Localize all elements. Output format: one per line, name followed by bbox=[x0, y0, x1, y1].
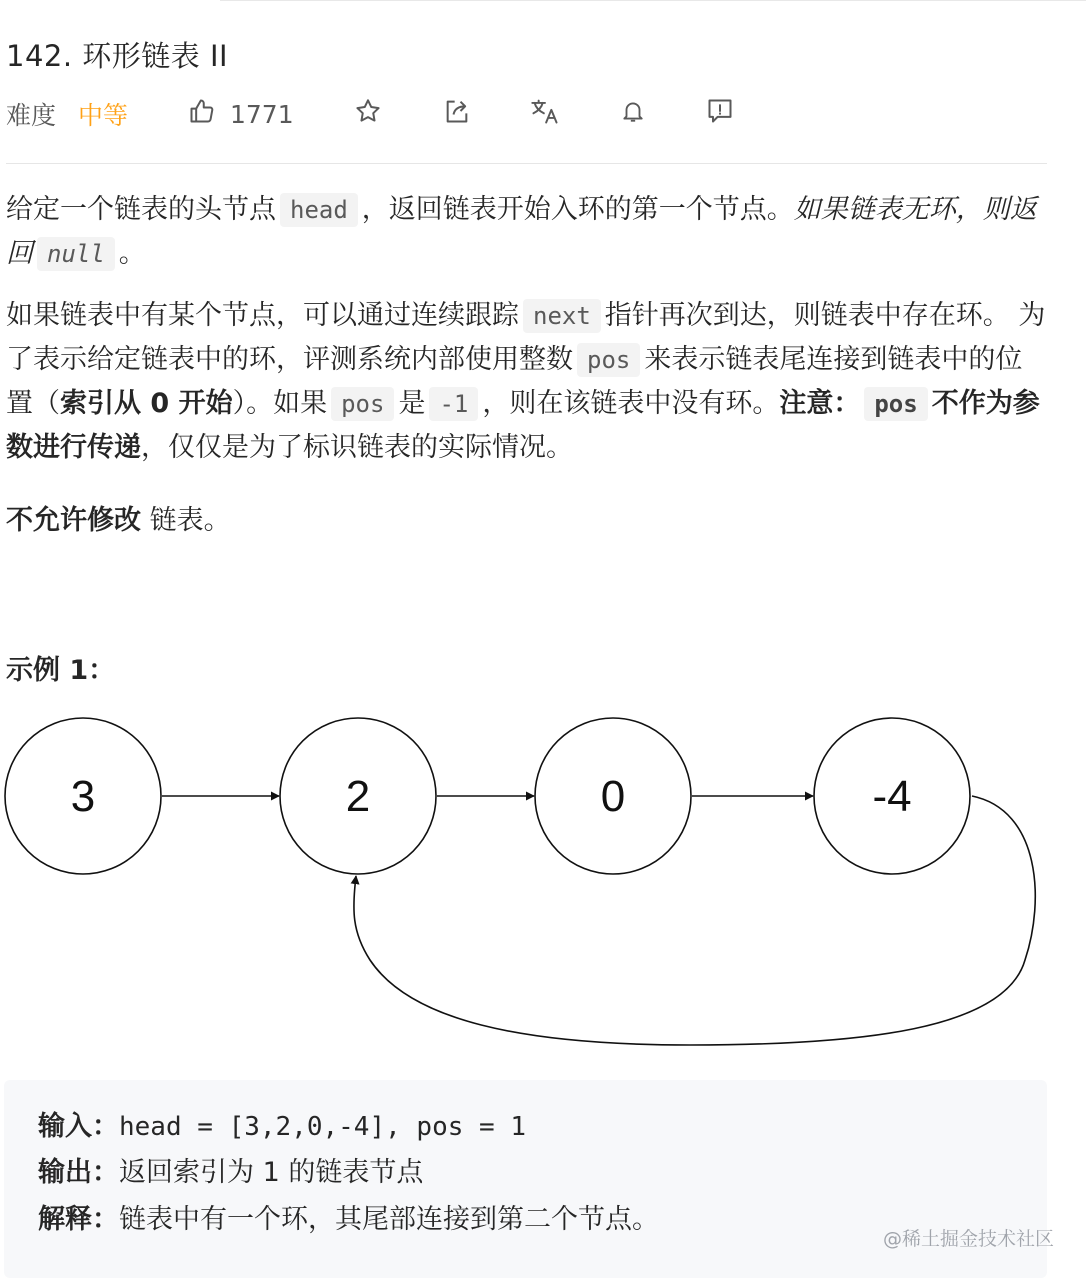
text: 链表。 bbox=[141, 505, 231, 536]
text: 来表示链表尾连接到链表中的位置（ bbox=[6, 344, 1023, 419]
text: 是 bbox=[398, 388, 426, 419]
problem-meta-bar bbox=[6, 92, 1046, 136]
bell-icon bbox=[620, 97, 646, 131]
example-output-row bbox=[38, 1150, 423, 1189]
inline-code-minus-one: -1 bbox=[429, 387, 478, 421]
text: 给定一个链表的头节点 bbox=[6, 194, 276, 225]
output-value: 返回索引为 1 的链表节点 bbox=[119, 1157, 424, 1188]
inline-code-null: null bbox=[37, 237, 115, 271]
favorite-button[interactable] bbox=[354, 92, 382, 136]
bold-text: 注意： bbox=[779, 388, 861, 419]
list-node-value: 2 bbox=[345, 772, 371, 821]
output-label: 输出： bbox=[38, 1157, 119, 1188]
difficulty bbox=[6, 92, 128, 136]
inline-code-pos: pos bbox=[577, 343, 640, 377]
inline-code-next: next bbox=[523, 299, 601, 333]
problem-description bbox=[6, 188, 1046, 542]
inline-code-pos: pos bbox=[864, 387, 927, 421]
example-explain-row bbox=[38, 1197, 659, 1236]
example-input-row bbox=[38, 1104, 526, 1143]
text: 。 bbox=[118, 238, 146, 269]
star-icon bbox=[354, 97, 382, 131]
explain-value: 链表中有一个环，其尾部连接到第二个节点。 bbox=[119, 1204, 659, 1235]
notify-button[interactable] bbox=[620, 92, 646, 136]
inline-code-pos: pos bbox=[331, 387, 394, 421]
header-divider bbox=[6, 163, 1047, 164]
problem-title: 142. 环形链表 II bbox=[6, 39, 229, 73]
input-value: head = [3,2,0,-4], pos = 1 bbox=[119, 1112, 526, 1142]
thumbs-up-icon bbox=[188, 97, 216, 131]
top-divider bbox=[220, 0, 1086, 1]
input-label: 输入： bbox=[38, 1111, 119, 1142]
description-paragraph-2 bbox=[6, 294, 1046, 469]
translate-button[interactable] bbox=[530, 92, 560, 136]
watermark: @稀土掘金技术社区 bbox=[882, 1228, 1054, 1250]
example-title: 示例 1： bbox=[6, 655, 116, 686]
bold-text: 不作为参数进行传递 bbox=[6, 388, 1040, 463]
feedback-icon bbox=[706, 97, 734, 131]
list-node-value: 0 bbox=[600, 772, 626, 821]
description-paragraph-3 bbox=[6, 499, 1046, 542]
difficulty-label: 难度 bbox=[6, 101, 57, 130]
description-paragraph-1 bbox=[6, 188, 1046, 276]
text: ，则在该链表中没有环。 bbox=[482, 388, 780, 419]
bold-text: 索引从 0 开始 bbox=[60, 388, 233, 419]
text: 指针再次到达，则链表中存在环。 为了表示给定链表中的环，评测系统内部使用整数 bbox=[6, 300, 1046, 375]
feedback-button[interactable] bbox=[706, 92, 734, 136]
explain-label: 解释： bbox=[38, 1204, 119, 1235]
text: 如果链表中有某个节点，可以通过连续跟踪 bbox=[6, 300, 519, 331]
translate-icon bbox=[530, 97, 560, 131]
text: ，仅仅是为了标识链表的实际情况。 bbox=[141, 432, 573, 463]
text: ，返回链表开始入环的第一个节点。 bbox=[361, 194, 794, 225]
bold-text: 不允许修改 bbox=[6, 505, 141, 536]
linked-list-diagram bbox=[0, 700, 1086, 1060]
like-button[interactable] bbox=[188, 92, 294, 136]
inline-code-head: head bbox=[280, 193, 358, 227]
list-node-value: 3 bbox=[70, 772, 96, 821]
share-button[interactable] bbox=[443, 92, 471, 136]
list-node-value: -4 bbox=[872, 772, 912, 821]
like-count: 1771 bbox=[230, 99, 294, 129]
text: ）。如果 bbox=[232, 388, 328, 419]
difficulty-badge: 中等 bbox=[78, 101, 129, 130]
share-icon bbox=[443, 97, 471, 131]
emphasis-text: 如果链表无环，则返回 bbox=[6, 194, 1037, 269]
